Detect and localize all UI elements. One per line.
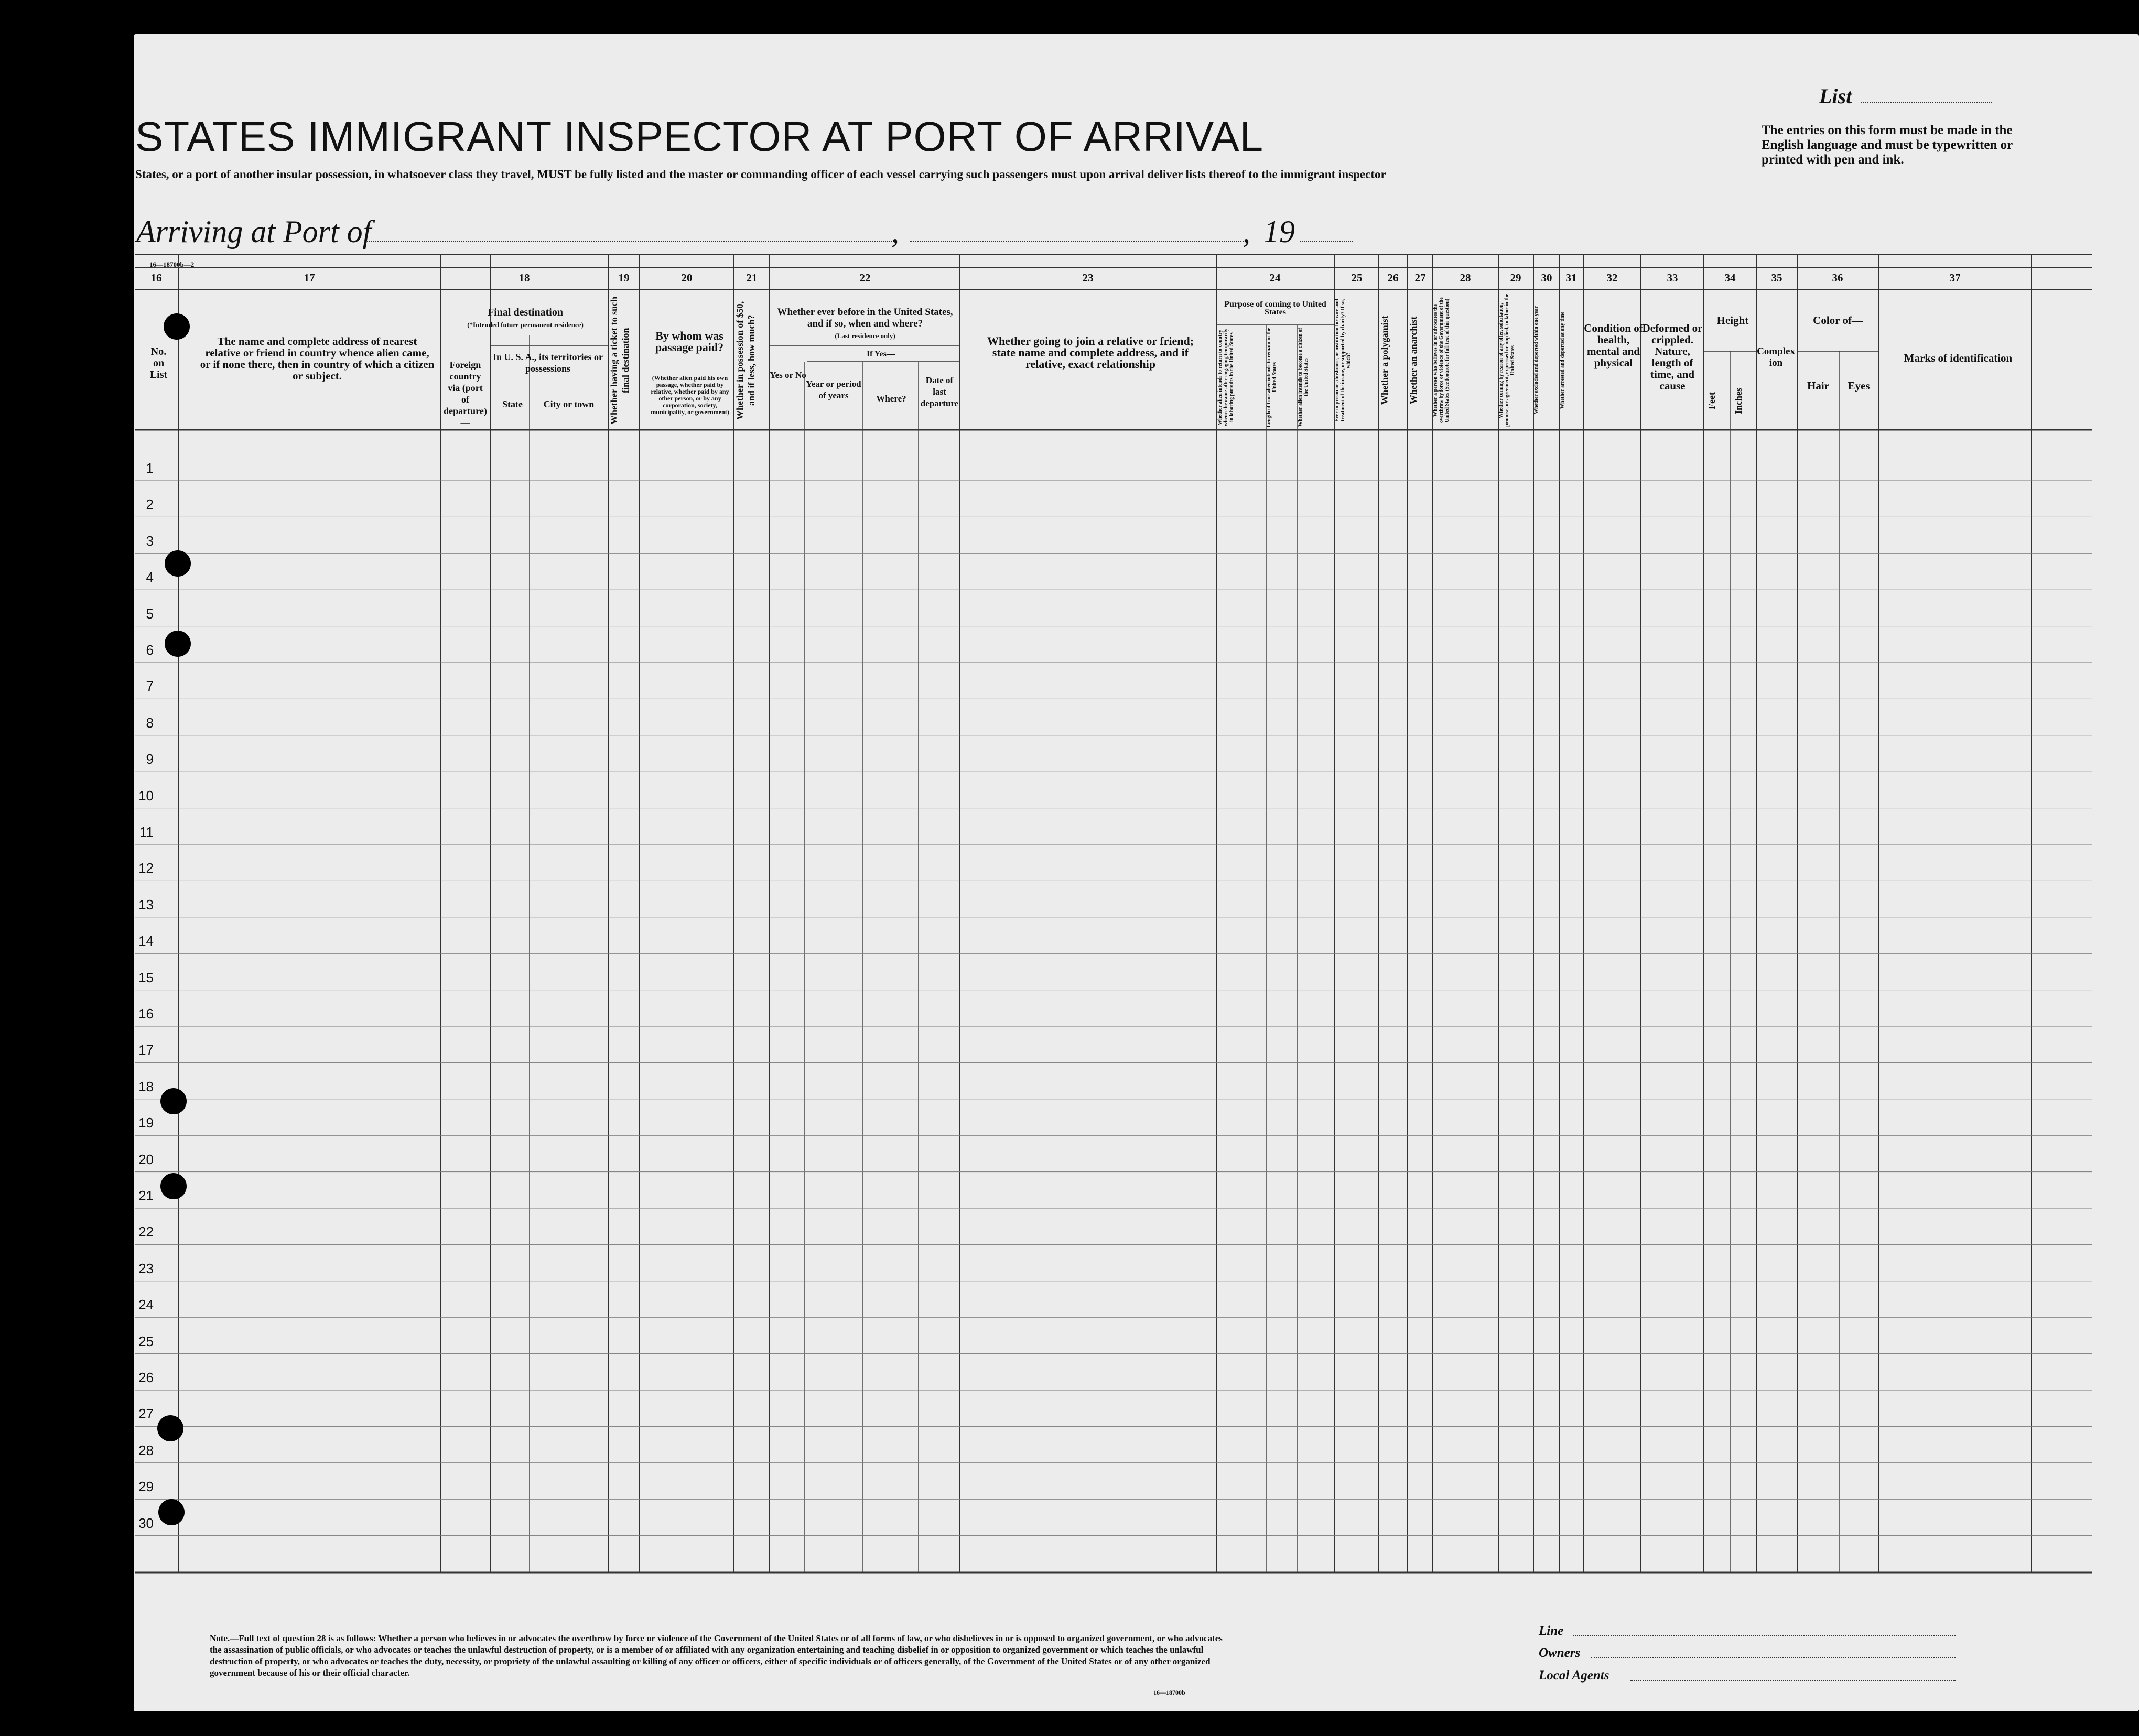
- row-number: 3: [146, 533, 154, 549]
- col18-usa: In U. S. A., its territories or possessions: [493, 352, 603, 374]
- column-number: 22: [859, 272, 871, 284]
- col20-title: By whom was passage paid?: [655, 329, 724, 354]
- col22-title: Whether ever before in the United States, and if so, when and where?: [777, 307, 953, 329]
- col30-header: Whether excluded and deported within one year: [1533, 306, 1539, 415]
- row-number: 20: [138, 1151, 154, 1167]
- col35-header: Complexion: [1757, 346, 1795, 368]
- column-number: 36: [1832, 272, 1843, 284]
- col18-title: Final destination: [488, 307, 563, 318]
- col18-state: State: [502, 399, 523, 409]
- punch-hole: [158, 1499, 185, 1525]
- row-number: 15: [138, 969, 154, 985]
- row-number: 7: [146, 678, 154, 695]
- form-number-bottom: 16—18700b: [1153, 1689, 1185, 1696]
- punch-hole: [160, 1173, 187, 1199]
- col18-foreign: Foreign country via (port of departure)—: [444, 360, 487, 428]
- col31-header: Whether arrested and deported at any time: [1560, 311, 1565, 409]
- column-number: 29: [1510, 272, 1521, 284]
- form-number-top: 16—18700b—2: [149, 261, 195, 268]
- row-number: 16: [138, 1006, 154, 1022]
- column-number: 30: [1541, 272, 1552, 284]
- col21-header: Whether in possession of $50, and if less, how much?: [734, 301, 757, 420]
- col36-title: Color of—: [1813, 314, 1863, 327]
- column-number: 19: [618, 272, 630, 284]
- col24-title: Purpose of coming to United States: [1224, 300, 1326, 317]
- row-number: 26: [138, 1370, 154, 1385]
- column-number: 23: [1082, 272, 1094, 284]
- row-number: 6: [146, 642, 154, 658]
- line-label: Line: [1539, 1624, 1564, 1638]
- column-number: 20: [681, 272, 693, 284]
- row-number: 21: [138, 1188, 154, 1203]
- col28-header: Whether a person who believes in or advocates the overthrow by force or violence of the Government of the United States (See footnote for full text of this question): [1433, 297, 1450, 424]
- row-number: 18: [138, 1078, 154, 1094]
- agents-label: Local Agents: [1539, 1668, 1609, 1683]
- row-number: 17: [138, 1042, 154, 1058]
- owners-field[interactable]: [1591, 1657, 1956, 1658]
- row-number: 30: [138, 1515, 154, 1531]
- arriving-label: Arriving at Port of: [136, 214, 372, 249]
- row-number: 27: [138, 1406, 154, 1422]
- col18-sub: (*Intended future permanent residence): [467, 321, 584, 329]
- list-label: List: [1819, 84, 1852, 108]
- column-number: 16: [150, 272, 162, 284]
- row-number: 9: [146, 751, 154, 767]
- row-number: 29: [138, 1479, 154, 1495]
- row-number: 28: [138, 1442, 154, 1458]
- col29-header: Whether coming by reason of any offer, solicitation, promise, or agreement, expressed or implied, to labor in the United States: [1498, 294, 1516, 427]
- agents-field[interactable]: [1630, 1680, 1956, 1681]
- col24-citizen: Whether alien intends to become a citizen of the United States: [1298, 328, 1309, 427]
- row-number: 19: [138, 1115, 154, 1131]
- row-number: 8: [146, 714, 154, 731]
- row-number: 5: [146, 605, 154, 622]
- row-number: 23: [138, 1260, 154, 1276]
- punch-hole: [165, 550, 191, 577]
- footnote-text: Note.—Full text of question 28 is as follows: Whether a person who believes in or advocates the overthrow by force or violence of the Government of the United States or of all forms of law, or who disbelieves in or is opposed to organized government, or who advocates the assassination of public officials, or who advocates or teaches the unlawful destruction of property, or is a member of or affiliated with any organization entertaining and teaching disbelief in or opposition to organized government or which teaches the unlawful destruction of property, or who advocates or teaches the duty, necessity, or propriety of the unlawful assaulting or killing of any officer or officers, either of specific individuals or of officers generally, of the Government of the United States or of any other organized government because of his or their official character.: [210, 1633, 1223, 1678]
- row-number: 2: [146, 496, 154, 513]
- column-number: 25: [1351, 272, 1363, 284]
- line-field[interactable]: [1573, 1635, 1956, 1636]
- comma: ,: [891, 214, 899, 249]
- col32-header: Condition of health, mental and physical: [1584, 322, 1643, 369]
- col23-header: Whether going to join a relative or friend; state name and complete address, and if relative, exact relationship: [987, 334, 1194, 371]
- entries-note: The entries on this form must be made in the English language and must be typewritten or printed with pen and ink.: [1762, 123, 2013, 167]
- column-number: 28: [1460, 272, 1471, 284]
- row-number: 13: [138, 896, 154, 913]
- footnote: [210, 1633, 1232, 1679]
- punch-hole: [157, 1415, 183, 1441]
- row-number: 24: [138, 1297, 154, 1313]
- col17-header: The name and complete address of nearest relative or friend in country whence alien came, or if none there, then in country of which a citizen or subject.: [200, 335, 435, 382]
- col27-header: Whether an anarchist: [1408, 316, 1419, 405]
- column-number: 34: [1724, 272, 1736, 284]
- col24-length: Length of time alien intends to remain in the United States: [1266, 328, 1278, 427]
- row-number: 1: [146, 460, 154, 476]
- col22-sub: (Last residence only): [835, 332, 895, 340]
- column-number: 17: [304, 272, 315, 284]
- column-number: 24: [1269, 272, 1281, 284]
- row-number: 10: [138, 787, 154, 804]
- col37-header: Marks of identification: [1904, 352, 2013, 364]
- col36-eyes: Eyes: [1848, 379, 1870, 392]
- punch-hole: [165, 631, 191, 657]
- form-subtitle: States, or a port of another insular possession, in whatsoever class they travel, MUST be fully listed and the master or commanding officer of each vessel carrying such passengers must upon arrival deliver lists thereof to the immigrant inspector: [135, 168, 1386, 181]
- column-number: 18: [518, 272, 530, 284]
- column-number: 32: [1606, 272, 1618, 284]
- comma-2: ,: [1243, 214, 1250, 249]
- row-number: 14: [138, 933, 154, 949]
- row-number: 4: [146, 569, 154, 585]
- column-number: 21: [746, 272, 758, 284]
- col22-where: Where?: [876, 394, 906, 404]
- col36-hair: Hair: [1807, 379, 1829, 392]
- owners-label: Owners: [1539, 1646, 1581, 1660]
- column-number: 37: [1949, 272, 1961, 284]
- row-number: 12: [138, 860, 154, 876]
- col22-ifyes: If Yes—: [866, 350, 895, 359]
- col34-title: Height: [1716, 314, 1749, 327]
- col24-return: Whether alien intends to return to country whence he came after engaging temporarily in laboring pursuits in the United States: [1217, 328, 1235, 427]
- col16-header: No. on List: [149, 346, 168, 381]
- row-number: 11: [139, 824, 154, 840]
- col19-header: Whether having a ticket to such final destination: [609, 296, 631, 425]
- col25-header: Ever in prison or almshouse, or institution for care and treatment of the insane, or supported by charity? If so, which?: [1334, 299, 1352, 422]
- col22-date: Date of last departure: [920, 375, 959, 408]
- column-number: 27: [1414, 272, 1426, 284]
- col34-feet: Feet: [1706, 392, 1717, 410]
- col20-sub: (Whether alien paid his own passage, whether paid by relative, whether paid by any other person, or by any corporation, society, municipality, or government): [651, 374, 729, 416]
- column-number: 31: [1565, 272, 1577, 284]
- column-number: 33: [1667, 272, 1678, 284]
- col33-header: Deformed or crippled. Nature, length of time, and cause: [1642, 322, 1703, 392]
- row-number: 22: [138, 1224, 154, 1240]
- column-number: 35: [1771, 272, 1782, 284]
- col22-yesno: Yes or No: [770, 370, 806, 380]
- punch-hole: [164, 313, 190, 340]
- punch-hole: [160, 1088, 187, 1114]
- column-number: 26: [1387, 272, 1399, 284]
- col26-header: Whether a polygamist: [1379, 316, 1390, 405]
- col18-city: City or town: [543, 399, 595, 409]
- year-prefix: 19: [1263, 214, 1295, 249]
- form-title: STATES IMMIGRANT INSPECTOR AT PORT OF ARRIVAL: [135, 113, 1264, 160]
- row-number: 25: [138, 1333, 154, 1349]
- col22-years: Year or period of years: [806, 379, 861, 400]
- col34-inches: Inches: [1733, 388, 1744, 415]
